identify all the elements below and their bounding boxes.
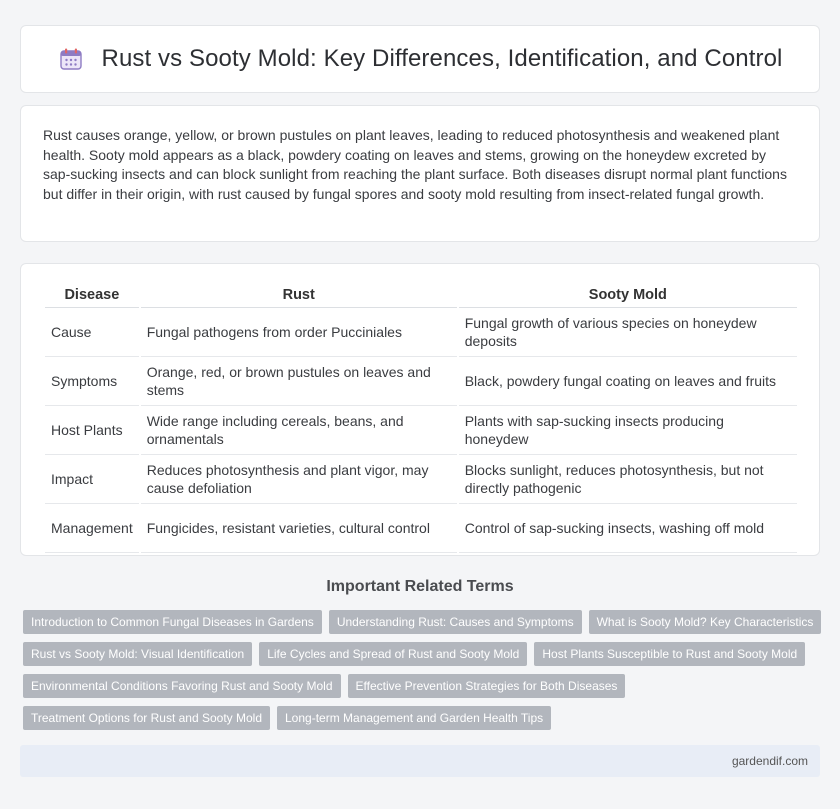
related-terms-tags: [23, 610, 823, 730]
related-term-tag[interactable]: Long-term Management and Garden Health Tips: [277, 706, 551, 730]
comparison-table: [43, 282, 799, 553]
page-title: Rust vs Sooty Mold: Key Differences, Identification, and Control: [101, 45, 783, 72]
related-term-tag[interactable]: Understanding Rust: Causes and Symptoms: [329, 610, 582, 634]
table-row: [45, 308, 797, 357]
cell-sooty-mold: Plants with sap-sucking insects producing honeydew: [459, 406, 797, 455]
table-card: [20, 263, 820, 556]
related-term-tag[interactable]: Rust vs Sooty Mold: Visual Identification: [23, 642, 252, 666]
table-row: [45, 504, 797, 553]
cell-rust: Fungal pathogens from order Pucciniales: [141, 308, 457, 357]
cell-rust: Orange, red, or brown pustules on leaves and stems: [141, 357, 457, 406]
cell-disease: Cause: [45, 308, 139, 357]
summary-text: Rust causes orange, yellow, or brown pustules on plant leaves, leading to reduced photosynthesis and weakened plant health. Sooty mold appears as a black, powdery coating on leaves and stems, growing on the honeydew excreted by sap-sucking insects and can block sunlight from reaching the plant surface. Both diseases disrupt normal plant functions but differ in their origin, with rust caused by fungal spores and sooty mold resulting from insect-related fungal growth.: [43, 127, 787, 202]
cell-disease: Symptoms: [45, 357, 139, 406]
related-term-tag[interactable]: Host Plants Susceptible to Rust and Sooty Mold: [534, 642, 805, 666]
cell-sooty-mold: Blocks sunlight, reduces photosynthesis, but not directly pathogenic: [459, 455, 797, 504]
title-wrap: [58, 45, 783, 73]
table-row: [45, 406, 797, 455]
table-row: [45, 357, 797, 406]
calendar-icon: [58, 46, 84, 72]
summary-card: [20, 105, 820, 242]
table-header-row: [45, 282, 797, 308]
header-sooty-mold: Sooty Mold: [459, 282, 797, 308]
cell-rust: Reduces photosynthesis and plant vigor, may cause defoliation: [141, 455, 457, 504]
table-row: [45, 455, 797, 504]
footer-site[interactable]: gardendif.com: [731, 754, 808, 768]
header-rust: Rust: [141, 282, 457, 308]
cell-rust: Fungicides, resistant varieties, cultural control: [141, 504, 457, 553]
cell-rust: Wide range including cereals, beans, and ornamentals: [141, 406, 457, 455]
footer: [20, 745, 820, 777]
cell-disease: Host Plants: [45, 406, 139, 455]
related-term-tag[interactable]: Environmental Conditions Favoring Rust and Sooty Mold: [23, 674, 341, 698]
related-terms-title: Important Related Terms: [326, 578, 514, 595]
related-term-tag[interactable]: Treatment Options for Rust and Sooty Mold: [23, 706, 270, 730]
header-card: [20, 25, 820, 93]
cell-sooty-mold: Black, powdery fungal coating on leaves and fruits: [459, 357, 797, 406]
related-term-tag[interactable]: Life Cycles and Spread of Rust and Sooty Mold: [259, 642, 527, 666]
cell-sooty-mold: Control of sap-sucking insects, washing off mold: [459, 504, 797, 553]
related-term-tag[interactable]: Introduction to Common Fungal Diseases in Gardens: [23, 610, 322, 634]
related-term-tag[interactable]: Effective Prevention Strategies for Both Diseases: [348, 674, 626, 698]
cell-sooty-mold: Fungal growth of various species on honeydew deposits: [459, 308, 797, 357]
related-term-tag[interactable]: What is Sooty Mold? Key Characteristics: [589, 610, 822, 634]
header-disease: Disease: [45, 282, 139, 308]
cell-disease: Impact: [45, 455, 139, 504]
cell-disease: Management: [45, 504, 139, 553]
